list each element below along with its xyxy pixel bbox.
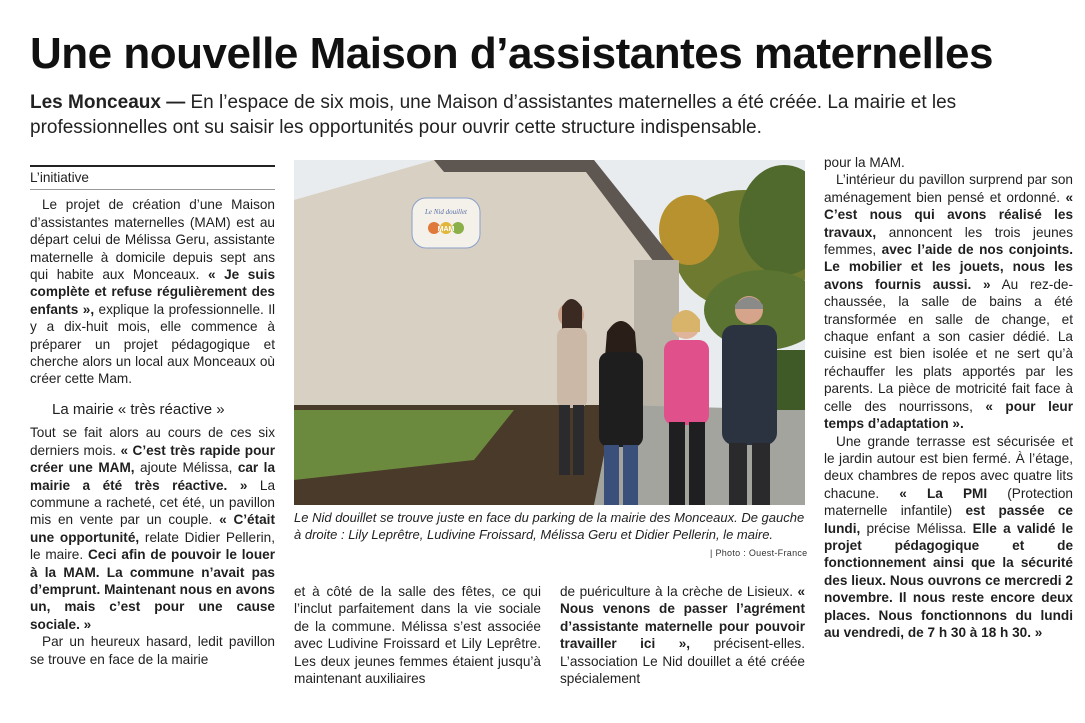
text: relate Didier Pellerin, le maire. xyxy=(30,529,275,563)
paragraph: pour la MAM. xyxy=(824,155,905,170)
paragraph xyxy=(30,196,275,387)
text: L’intérieur du pavillon surprend par son aménagement bien pensé et ordonné. xyxy=(824,172,1073,205)
paragraph xyxy=(30,424,275,633)
text: précise Mélissa. xyxy=(866,520,967,536)
text: précisent-elles. L’association Le Nid douillet a été créée spécialement xyxy=(560,636,805,687)
quote: car la mairie a été très réactive. » xyxy=(30,460,276,493)
quote: « C’est nous qui avons réalisé les travaux, xyxy=(824,189,1073,240)
quote: « C’est très rapide pour créer une MAM, xyxy=(30,442,276,476)
text: explique la professionnelle. Il y a dix-huit mois, elle commence à préparer un projet pédagogique et cherche alors un local aux Monceaux où créer cette Mam. xyxy=(30,301,275,387)
paragraph: Par un heureux hasard, ledit pavillon se trouve en face de la mairie xyxy=(30,634,275,667)
photo xyxy=(294,160,805,505)
text: ajoute Mélissa, xyxy=(140,460,233,476)
headline: Une nouvelle Maison d’assistantes maternelles xyxy=(30,29,993,78)
paragraph xyxy=(824,171,1073,432)
text: Une grande terrasse est sécurisée et le jardin autour est bien fermé. À l’étage, deux chambres de repos avec quatre lits chacune. xyxy=(824,433,1073,501)
text: annoncent les trois jeunes femmes, xyxy=(824,224,1073,258)
photo-illustration xyxy=(294,160,805,505)
text: de puériculture à la crèche de Lisieux. xyxy=(560,584,793,599)
lead xyxy=(30,90,1060,140)
photo-caption: Le Nid douillet se trouve juste en face du parking de la mairie des Monceaux. De gauche à droite : Lily Leprêtre, Ludivine Froissard, Mélissa Geru et Didier Pellerin, le maire. xyxy=(294,510,805,542)
text: Le projet de création d’une Maison d’assistantes maternelles (MAM) est au départ celui de Mélissa Geru, assistante maternelle à domicile depuis sept ans qui habite aux Monceaux. xyxy=(30,197,275,283)
text: (Protection maternelle infantile) xyxy=(824,485,1073,519)
paragraph: et à côté de la salle des fêtes, ce qui l’inclut parfaitement dans la vie sociale de la commune. Mélissa s’est associée avec Ludivine Froissard et Lily Leprêtre. Les deux jeunes femmes étaient jusqu’à maintenant auxiliaires xyxy=(294,584,541,687)
kicker: L’initiative xyxy=(30,165,275,190)
column-1 xyxy=(30,165,275,668)
quote: Elle a validé le projet pédagogique et de fonctionnement ainsi que la sécurité des lieux. Nous ouvrons ce mercredi 2 novembre. Il nous reste encore deux places. Nous fonctionnons du lundi au vendredi, de 7 h 30 à 18 h 30. » xyxy=(824,520,1074,640)
quote: « Nous venons de passer l’agrément d’assistante maternelle pour pouvoir travailler ici », xyxy=(560,584,805,652)
photo-credit: | Photo : Ouest-France xyxy=(710,548,808,558)
sign-letters: MAM xyxy=(437,226,455,233)
paragraph xyxy=(824,433,1073,642)
column-4 xyxy=(824,154,1073,641)
hedge xyxy=(774,350,805,410)
quote: « Je suis complète et refuse régulièrement des enfants », xyxy=(30,267,276,317)
quote: avec l’aide de nos conjoints. Le mobilier et les jouets, nous les avons fournis aussi. » xyxy=(824,242,1073,292)
paragraph xyxy=(560,583,805,687)
column-2 xyxy=(294,583,541,687)
text: Au rez-de-chaussée, la salle de bains a été transformée en salle de change, et chaque enfant a son casier dédié. La cuisine est bien isolée et ne sert qu’à réchauffer les plats apportés par les parents. La pièce de motricité fait face à celle des nourrissons, xyxy=(824,276,1074,414)
quote: Ceci afin de pouvoir le louer à la MAM. La commune n’avait pas d’emprunt. Maintenant nous en avons un, mais c’est pour une cause sociale. » xyxy=(30,547,276,632)
lead-place: Les Monceaux — xyxy=(30,92,186,113)
column-3 xyxy=(560,583,805,687)
quote: « La PMI xyxy=(899,485,988,501)
quote: « C’était une opportunité, xyxy=(30,512,275,545)
text: Tout se fait alors au cours de ces six derniers mois. xyxy=(30,425,275,458)
lead-text: En l’espace de six mois, une Maison d’assistantes maternelles a été créée. La mairie et les professionnelles ont su saisir les opportunités pour ouvrir cette structure indispensable. xyxy=(30,92,957,138)
sign-title: Le Nid douillet xyxy=(425,208,467,216)
subhead: La mairie « très réactive » xyxy=(52,400,225,418)
quote: est passée ce lundi, xyxy=(824,503,1073,536)
quote: « pour leur temps d’adaptation ». xyxy=(824,398,1073,432)
text: La commune a racheté, cet été, un pavillon mis en vente par un couple. xyxy=(30,477,276,528)
